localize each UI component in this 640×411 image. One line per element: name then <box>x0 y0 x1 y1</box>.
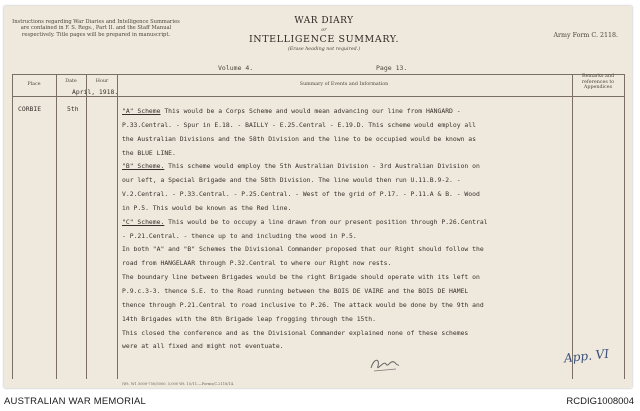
column-rule <box>12 74 13 379</box>
column-rule <box>572 74 573 379</box>
appendix-reference: App. VI <box>563 346 610 366</box>
line-text: thence through P.21.Central to road inclusive to P.26. The attack would be done by the 9th and <box>122 300 484 309</box>
col-header-summary: Summary of Events and Information <box>299 82 389 87</box>
instructions-note: Instructions regarding War Diaries and Intelligence Summaries are contained in F. S. Regs., Part II. and the Staff Manual respectively. Title pages will be prepared in manuscript. <box>12 19 180 38</box>
line-text: In both "A" and "B" Schemes the Divisional Commander proposed that our Right should follow the <box>122 245 484 254</box>
summary-line <box>122 188 570 202</box>
entry-date: 5th <box>67 105 79 113</box>
line-text: This would be to occupy a line drawn from our present position through P.26.Central <box>164 217 488 226</box>
line-text: road from HANGELAAR through P.32.Central to where our Right now rests. <box>122 259 392 268</box>
column-rule <box>56 74 57 379</box>
line-text: P.9.c.3-3. thence S.E. to the Road running between the BOIS DE VAIRE and the BOIS DE HAMEL <box>122 286 469 295</box>
entry-place: CORBIE <box>18 105 42 113</box>
page-number: Page 13. <box>376 64 408 72</box>
line-text: our left, a Special Brigade and the 58th Division. The line would then run U.11.B.9-2. - <box>122 176 461 185</box>
summary-text <box>122 105 570 354</box>
line-text: V.2.Central. - P.33.Central. - P.25.Central. - West of the grid of P.17. - P.11.A & B. - Wood <box>122 190 480 199</box>
form-print-line: (Wt. W1 5000-750/5000. 5,000 Wt. 10/11.—Forms/C.2118/14. <box>122 382 235 386</box>
table-top-rule <box>12 74 624 75</box>
summary-line <box>122 230 570 244</box>
diary-page <box>4 6 632 388</box>
summary-line <box>122 105 570 119</box>
line-text: The boundary line between Brigades would be the right Brigade should operate with its left on <box>122 273 480 282</box>
summary-line <box>122 147 570 161</box>
summary-line <box>122 327 570 341</box>
erase-note: (Erase heading not required.) <box>287 47 361 52</box>
column-rule <box>624 74 625 379</box>
summary-line <box>122 271 570 285</box>
page-title: WAR DIARY <box>294 16 354 26</box>
credit-left: AUSTRALIAN WAR MEMORIAL <box>4 396 147 407</box>
line-text: This would be a Corps Scheme and would mean advancing our line from HANGARD - <box>160 107 461 115</box>
line-text: - P.21.Central. - thence up to and including the wood in P.5. <box>122 231 357 240</box>
summary-line <box>122 285 570 299</box>
line-text: This scheme would employ the 5th Australian Division - 3rd Australian Division on <box>164 162 480 171</box>
summary-line <box>122 257 570 271</box>
col-header-remarks: Remarks and references to Appendices <box>581 74 615 91</box>
col-header-date: Date <box>65 79 77 84</box>
line-text: This closed the conference and as the Divisional Commander explained none of these schemes <box>122 328 469 337</box>
line-text: the BLUE LINE. <box>122 148 176 157</box>
column-rule <box>86 74 87 379</box>
summary-line <box>122 133 570 147</box>
entry-month: April, 1918. <box>72 88 119 96</box>
summary-line <box>122 243 570 257</box>
volume-number: Volume 4. <box>218 64 254 72</box>
scheme-heading: "B" Scheme. <box>122 162 165 171</box>
summary-line <box>122 160 570 174</box>
scheme-heading: "C" Scheme. <box>122 217 165 226</box>
summary-line <box>122 340 570 354</box>
signature-mark <box>368 354 402 376</box>
col-header-hour: Hour <box>95 79 109 84</box>
line-text: 14th Brigades with the 8th Brigade leap frogging through the 15th. <box>122 314 376 323</box>
line-text: in P.5. This would be known as the Red line. <box>122 203 292 212</box>
col-header-place: Place <box>27 82 41 87</box>
summary-line <box>122 202 570 216</box>
summary-line <box>122 216 570 230</box>
summary-line <box>122 299 570 313</box>
summary-line <box>122 174 570 188</box>
column-rule <box>117 74 118 379</box>
line-text: were at all fixed and might not eventuate. <box>122 342 284 351</box>
scheme-heading: "A" Scheme <box>122 107 161 115</box>
line-text: P.33.Central. - Spur in E.18. - BAILLY - E.25.Central - E.19.D. This scheme would employ all <box>122 120 476 129</box>
table-header-rule <box>12 96 624 97</box>
line-text: the Australian Divisions and the 58th Division and the line to be occupied would be known as <box>122 134 476 143</box>
page-subtitle: INTELLIGENCE SUMMARY. <box>248 34 400 45</box>
title-or: or <box>321 27 327 33</box>
summary-line <box>122 313 570 327</box>
summary-line <box>122 119 570 133</box>
army-form-number: Army Form C. 2118. <box>553 32 618 39</box>
credit-right: RCDIG1008004 <box>566 396 634 407</box>
